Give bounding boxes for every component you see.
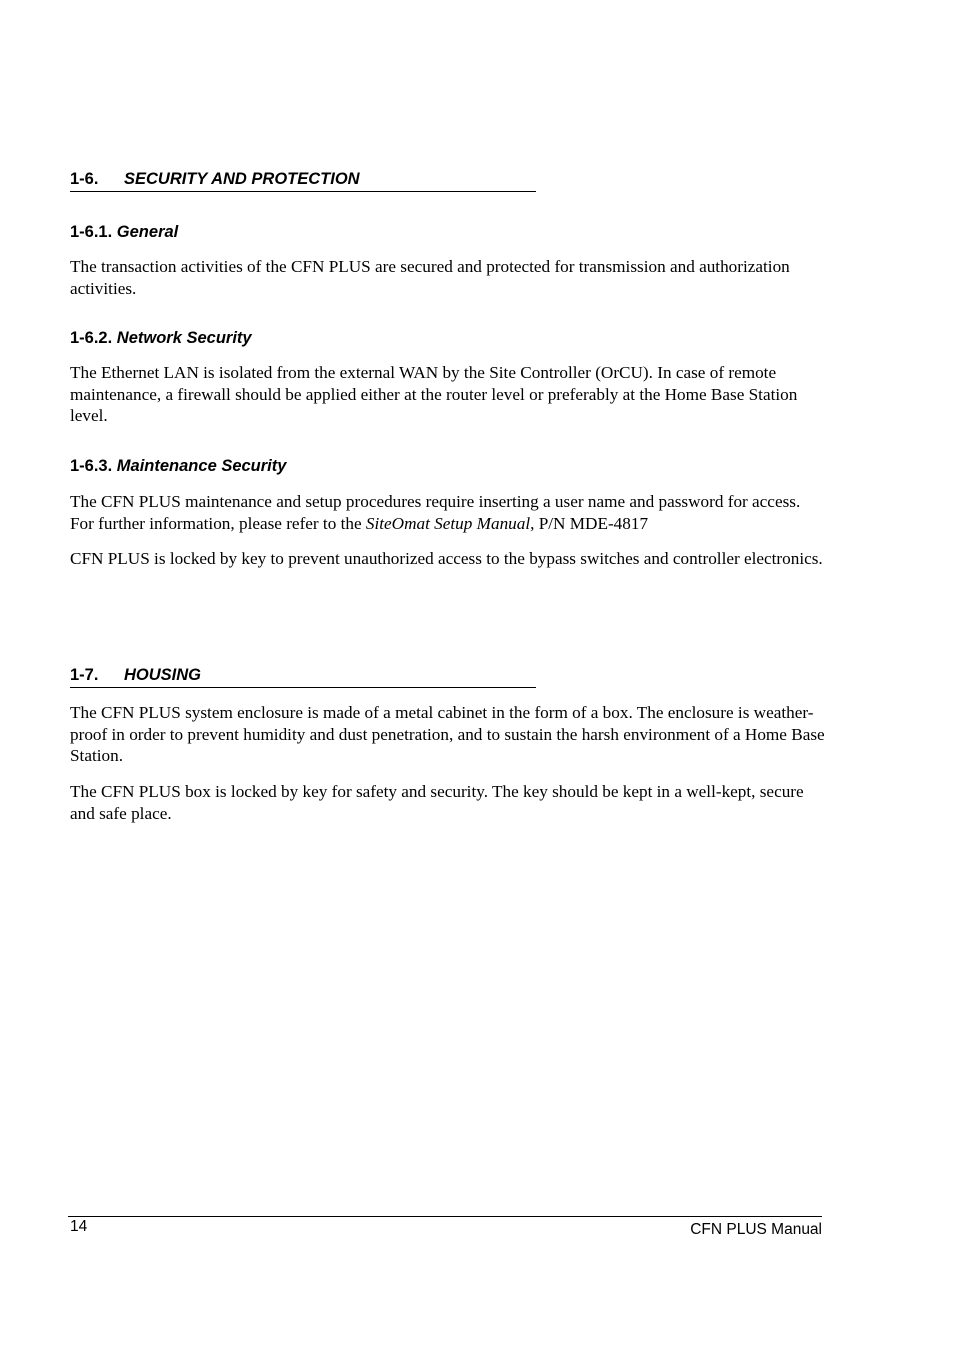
section-title: SECURITY AND PROTECTION <box>124 170 360 188</box>
subsection-heading-network-security <box>70 328 252 348</box>
manual-reference: SiteOmat Setup Manual <box>365 513 531 533</box>
subsection-number: 1-6.2. <box>70 329 113 347</box>
paragraph-housing-enclosure: The CFN PLUS system enclosure is made of a metal cabinet in the form of a box. The enclosure is weather-proof in order to prevent humidity and dust penetration, and to sustain the harsh environment of a Home Base Station. <box>70 703 825 766</box>
paragraph-housing-lock: The CFN PLUS box is locked by key for safety and security. The key should be kept in a well-kept, secure and safe place. <box>70 782 804 823</box>
paragraph-network-security: The Ethernet LAN is isolated from the external WAN by the Site Controller (OrCU). In case of remote maintenance, a firewall should be applied either at the router level or preferably at the Home Base Station level. <box>70 363 798 426</box>
page-number: 14 <box>70 1218 88 1235</box>
document-page <box>70 0 825 1351</box>
section-number: 1-7. <box>70 666 99 684</box>
subsection-number: 1-6.1. <box>70 223 113 241</box>
footer-divider <box>68 1216 822 1217</box>
subsection-title: Network Security <box>116 329 252 347</box>
subsection-title: Maintenance Security <box>116 457 287 475</box>
section-title: HOUSING <box>124 666 202 684</box>
footer-manual-title: CFN PLUS Manual <box>690 1221 822 1238</box>
subsection-title: General <box>116 223 179 241</box>
paragraph-text: , P/N MDE-4817 <box>530 513 649 533</box>
section-heading-security <box>70 169 536 192</box>
section-heading-housing <box>70 665 536 688</box>
subsection-heading-general <box>70 222 178 242</box>
subsection-heading-maintenance-security <box>70 456 286 476</box>
paragraph-maintenance-lock: CFN PLUS is locked by key to prevent unauthorized access to the bypass switches and controller electronics. <box>70 549 823 568</box>
section-number: 1-6. <box>70 170 99 188</box>
subsection-number: 1-6.3. <box>70 457 113 475</box>
paragraph-text: The CFN PLUS maintenance and setup procedures require inserting a user name and password for access. For further information, please refer to the <box>70 492 801 533</box>
paragraph-general: The transaction activities of the CFN PLUS are secured and protected for transmission and authorization activities. <box>70 257 790 298</box>
paragraph-maintenance-access <box>70 491 825 534</box>
